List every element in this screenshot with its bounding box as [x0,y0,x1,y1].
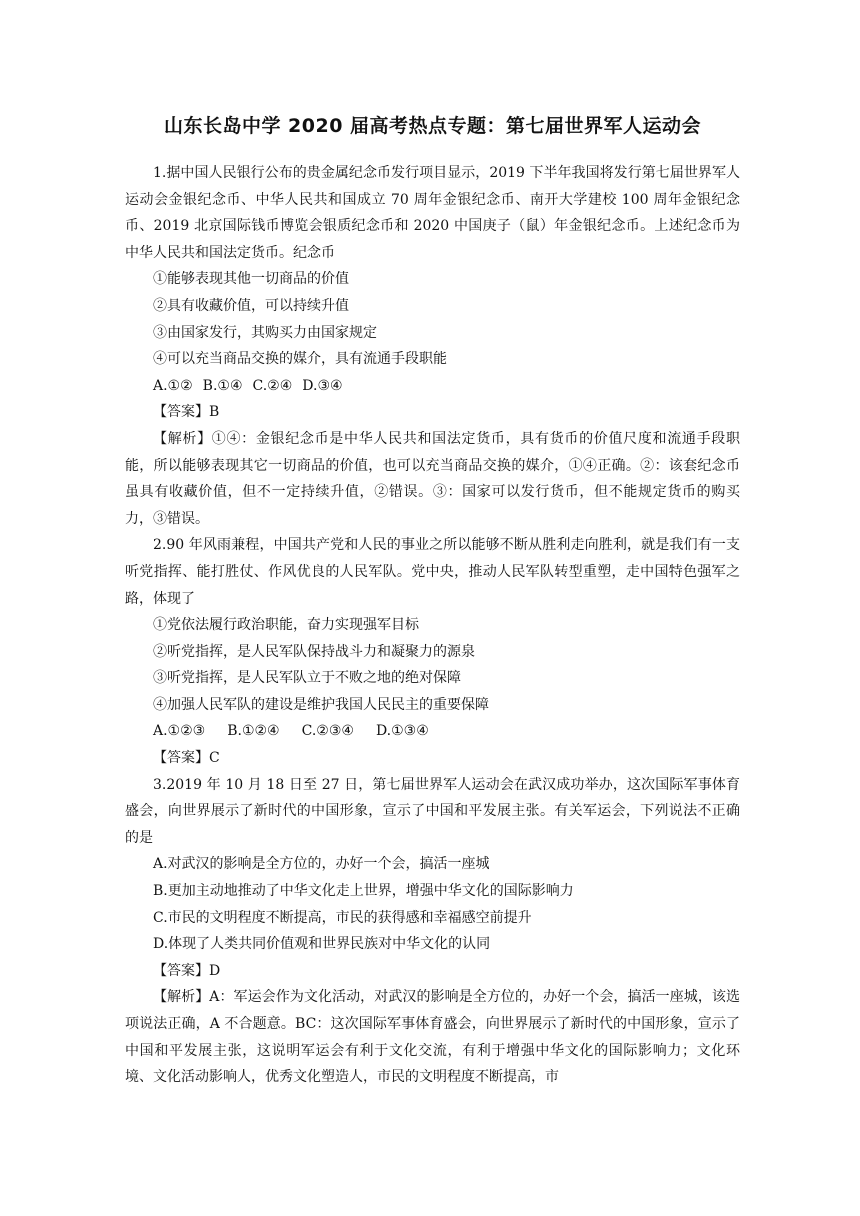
q1-choices [125,373,740,400]
q1-answer: 【答案】B [153,404,220,421]
q1-choice-d: D.③④ [302,377,343,394]
q3-option-d: D.体现了人类共同价值观和世界民族对中华文化的认同 [153,936,491,953]
q1-stem: 1.据中国人民银行公布的贵金属纪念币发行项目显示，2019 下半年我国将发行第七届世界军人运动会金银纪念币、中华人民共和国成立 70 周年金银纪念币、南开大学建校 100 周年金银纪念币、2019 北京国际钱币博览会银质纪念币和 2020 中国庚子（鼠）年金银纪念币。上述纪念币为中华人民共和国法定货币。纪念币 [125,165,740,261]
q3-option-c: C.市民的文明程度不断提高，市民的获得感和幸福感空前提升 [153,909,532,926]
q2-choice-b: B.①②④ [227,723,280,740]
q2-choice-d: D.①③④ [375,723,429,740]
q1-choice-b: B.①④ [202,377,243,394]
q1-choice-a: A.①② [153,377,193,394]
q2-option-1: ①党依法履行政治职能，奋力实现强军目标 [153,617,419,634]
q2-choice-c: C.②③④ [301,723,354,740]
q2-option-3: ③听党指挥，是人民军队立于不败之地的绝对保障 [153,670,461,687]
q3-analysis: 【解析】A：军运会作为文化活动，对武汉的影响是全方位的，办好一个会，搞活一座城，该选项说法正确，A 不合题意。BC：这次国际军事体育盛会，向世界展示了新时代的中国形象，宣示了中国和平发展主张，这说明军运会有利于文化交流，有利于增强中华文化的国际影响力；文化环境、文化活动影响人，优秀文化塑造人，市民的文明程度不断提高，市 [125,989,740,1086]
q3-option-b: B.更加主动地推动了中华文化走上世界，增强中华文化的国际影响力 [153,883,574,900]
q1-option-3: ③由国家发行，其购买力由国家规定 [153,324,377,341]
q1-choice-c: C.②④ [252,377,293,394]
q2-answer: 【答案】C [153,750,220,767]
q2-stem: 2.90 年风雨兼程，中国共产党和人民的事业之所以能够不断从胜利走向胜利，就是我们有一支听党指挥、能打胜仗、作风优良的人民军队。党中央，推动人民军队转型重塑，走中国特色强军之路，体现了 [125,537,740,607]
q2-choices [125,718,740,745]
q2-option-2: ②听党指挥，是人民军队保持战斗力和凝聚力的源泉 [153,643,475,660]
q1-option-2: ②具有收藏价值，可以持续升值 [153,297,349,314]
q3-answer: 【答案】D [153,962,221,979]
q2-option-4: ④加强人民军队的建设是维护我国人民民主的重要保障 [153,696,489,713]
q2-choice-a: A.①②③ [153,723,206,740]
q1-option-4: ④可以充当商品交换的媒介，具有流通手段职能 [153,351,447,368]
q3-option-a: A.对武汉的影响是全方位的，办好一个会，搞活一座城 [153,856,490,873]
q1-option-1: ①能够表现其他一切商品的价值 [153,271,349,288]
document-title: 山东长岛中学 2020 届高考热点专题：第七届世界军人运动会 [163,115,702,137]
q1-analysis: 【解析】①④：金银纪念币是中华人民共和国法定货币，具有货币的价值尺度和流通手段职能，所以能够表现其它一切商品的价值，也可以充当商品交换的媒介，①④正确。②：该套纪念币虽具有收藏价值，但不一定持续升值，②错误。③：国家可以发行货币，但不能规定货币的购买力，③错误。 [125,430,740,527]
q3-stem: 3.2019 年 10 月 18 日至 27 日，第七届世界军人运动会在武汉成功举办，这次国际军事体育盛会，向世界展示了新时代的中国形象，宣示了中国和平发展主张。有关军运会，下列说法不正确的是 [125,776,740,846]
